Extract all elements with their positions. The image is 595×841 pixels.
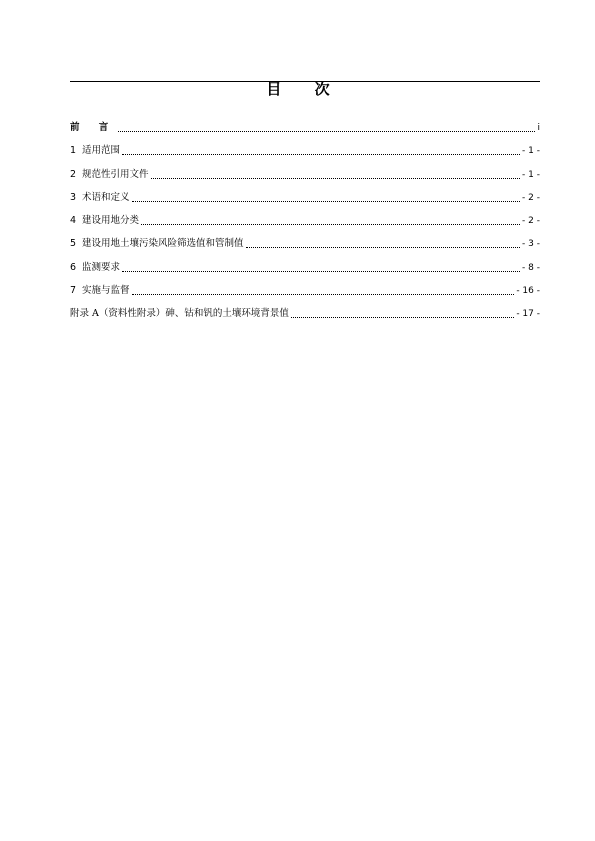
toc-entry-page: - 17 - (516, 309, 540, 320)
toc-entry-page: - 8 - (522, 262, 540, 273)
toc-entry-number: 2 (70, 168, 77, 180)
dot-leader (118, 131, 535, 132)
toc-entry-page: - 16 - (516, 286, 540, 297)
toc-heading: 目 次 (266, 80, 344, 98)
toc-entry-5[interactable] (70, 235, 540, 250)
toc-entry-appendix-a[interactable] (70, 305, 540, 320)
toc-entry-label: 规范性引用文件 (82, 168, 149, 180)
dot-leader (141, 224, 520, 225)
toc-entry-page: - 2 - (522, 192, 540, 203)
toc-entry-label: 术语和定义 (82, 191, 130, 203)
toc-entry-number: 7 (70, 285, 77, 297)
toc-entry-label: 监测要求 (82, 261, 121, 273)
dot-leader (291, 317, 514, 318)
dot-leader (132, 201, 520, 202)
dot-leader (151, 178, 520, 179)
toc-entry-1[interactable] (70, 142, 540, 157)
dot-leader (122, 154, 520, 155)
toc-entry-number: 5 (70, 238, 77, 250)
toc-entry-3[interactable] (70, 189, 540, 204)
toc-entry-label: 前 言 (70, 122, 117, 133)
dot-leader (122, 271, 520, 272)
toc-entry-label: 实施与监督 (82, 285, 130, 297)
toc-entry-label: 建设用地土壤污染风险筛选值和管制值 (82, 238, 244, 250)
toc-entry-page: i (537, 123, 540, 133)
toc-entry-page: - 2 - (522, 216, 540, 227)
toc-entry-4[interactable] (70, 212, 540, 227)
toc-entry-page: - 1 - (522, 146, 540, 157)
dot-leader (246, 247, 520, 248)
toc-entry-preface[interactable] (70, 119, 540, 134)
toc-entry-label: 适用范围 (82, 145, 121, 157)
toc-entry-label: 建设用地分类 (82, 215, 140, 227)
toc-entry-label: 附录 A（资料性附录）砷、钴和钒的土壤环境背景值 (70, 308, 289, 320)
toc-entry-number: 3 (70, 191, 77, 203)
toc-entry-page: - 3 - (522, 239, 540, 250)
dot-leader (132, 294, 515, 295)
toc-entry-number: 4 (70, 215, 77, 227)
toc-entry-7[interactable] (70, 282, 540, 297)
toc-entry-6[interactable] (70, 259, 540, 274)
toc-entry-number: 1 (70, 145, 77, 157)
toc-entry-2[interactable] (70, 166, 540, 181)
toc-entry-number: 6 (70, 261, 77, 273)
toc-entry-page: - 1 - (522, 169, 540, 180)
table-of-contents (70, 119, 540, 329)
